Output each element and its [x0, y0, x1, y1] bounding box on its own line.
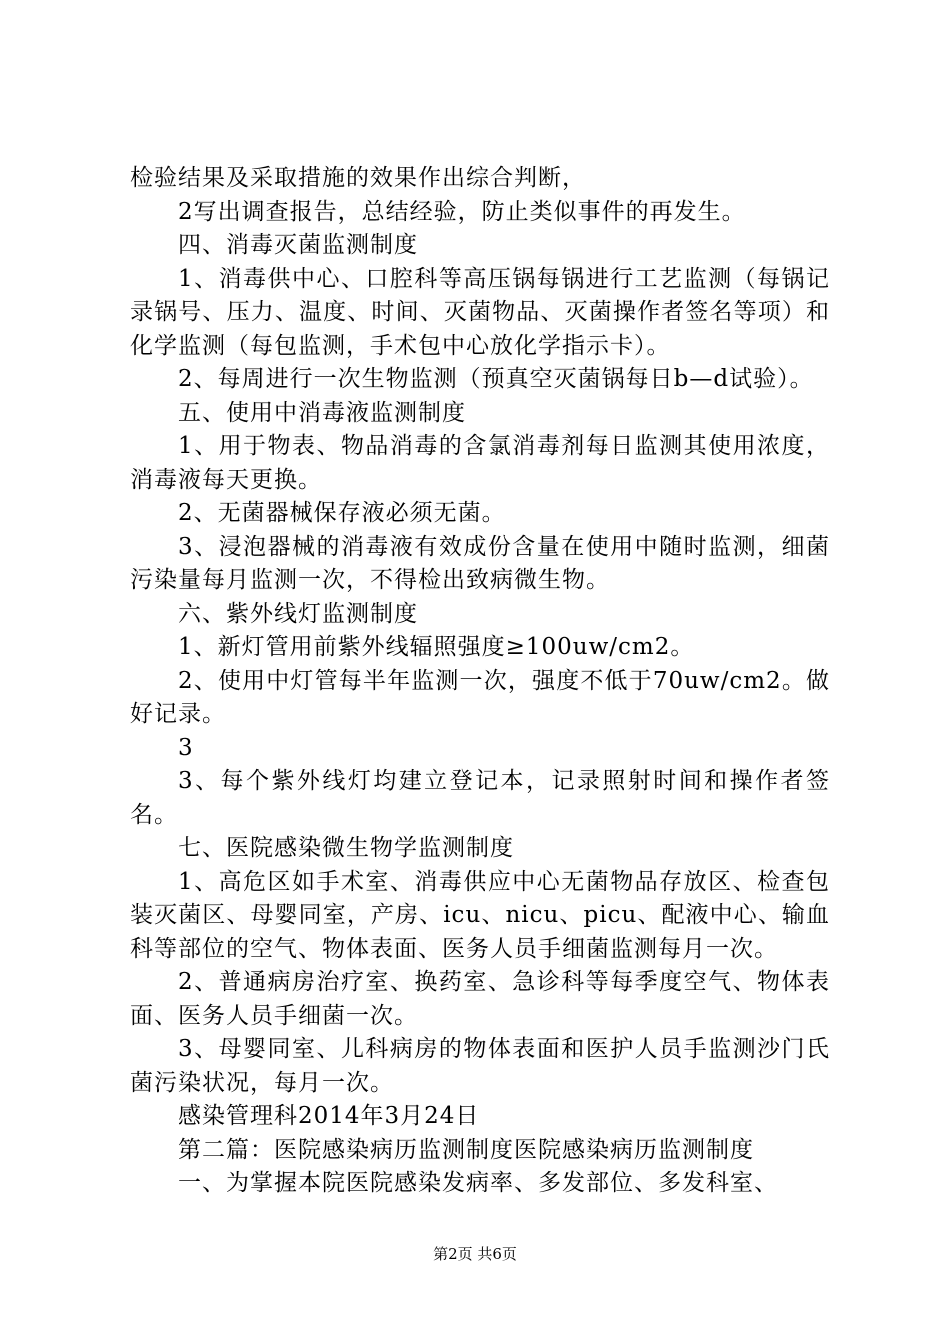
paragraph: 2写出调查报告，总结经验，防止类似事件的再发生。 [178, 198, 746, 225]
paragraph: 3、每个紫外线灯均建立登记本，记录照射时间和操作者签名。 [130, 768, 830, 828]
paragraph: 第二篇：医院感染病历监测制度医院感染病历监测制度 [178, 1136, 754, 1163]
paragraph: 2、每周进行一次生物监测（预真空灭菌锅每日b—d试验）。 [178, 366, 814, 392]
paragraph: 一、为掌握本院医院感染发病率、多发部位、多发科室、 [178, 1170, 778, 1196]
document-body [130, 162, 830, 1201]
paragraph: 2、无菌器械保存液必须无菌。 [178, 500, 506, 526]
paragraph: 检验结果及采取措施的效果作出综合判断， [130, 165, 586, 191]
page-footer: 第2页 共6页 [433, 1245, 517, 1263]
paragraph: 1、消毒供中心、口腔科等高压锅每锅进行工艺监测（每锅记录锅号、压力、温度、时间、灭菌物品、灭菌操作者签名等项）和化学监测（每包监测，手术包中心放化学指示卡）。 [130, 265, 830, 359]
paragraph: 1、高危区如手术室、消毒供应中心无菌物品存放区、检查包装灭菌区、母婴同室，产房、icu、nicu、picu、配液中心、输血科等部位的空气、物体表面、医务人员手细菌监测每月一次。 [130, 868, 830, 962]
paragraph: 2、使用中灯管每半年监测一次，强度不低于70uw/cm2。做好记录。 [130, 667, 830, 727]
paragraph: 五、使用中消毒液监测制度 [178, 399, 466, 426]
paragraph: 六、紫外线灯监测制度 [178, 600, 418, 627]
paragraph: 1、用于物表、物品消毒的含氯消毒剂每日监测其使用浓度，消毒液每天更换。 [130, 433, 830, 493]
paragraph: 七、医院感染微生物学监测制度 [178, 835, 514, 861]
paragraph: 四、消毒灭菌监测制度 [178, 232, 418, 258]
paragraph: 3、母婴同室、儿科病房的物体表面和医护人员手监测沙门氏菌污染状况，每月一次。 [130, 1036, 830, 1096]
paragraph: 3 [178, 734, 194, 761]
paragraph: 感染管理科2014年3月24日 [178, 1103, 480, 1129]
paragraph: 3、浸泡器械的消毒液有效成份含量在使用中随时监测，细菌污染量每月监测一次，不得检出致病微生物。 [130, 533, 830, 593]
paragraph: 2、普通病房治疗室、换药室、急诊科等每季度空气、物体表面、医务人员手细菌一次。 [130, 969, 830, 1029]
paragraph: 1、新灯管用前紫外线辐照强度≥100uw/cm2。 [178, 634, 695, 660]
